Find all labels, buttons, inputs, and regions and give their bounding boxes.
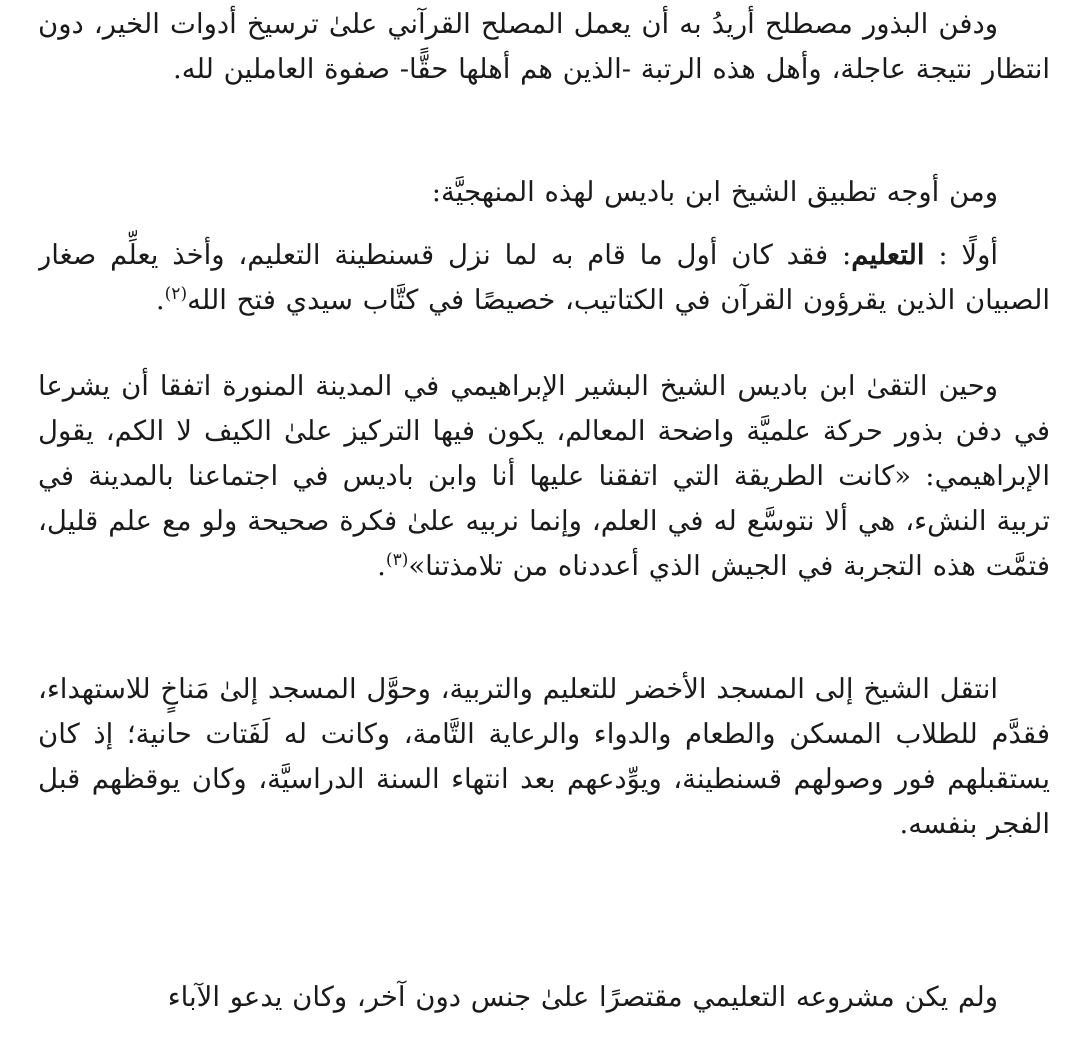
paragraph-text: ومن أوجه تطبيق الشيخ ابن باديس لهذه المنهجيَّة:	[431, 176, 998, 208]
paragraph-green-mosque	[38, 667, 1050, 847]
paragraph-end: .	[155, 284, 165, 316]
paragraph-first-teaching	[38, 233, 1050, 323]
paragraph-end: .	[377, 550, 386, 582]
paragraph-ibrahimi-meeting	[38, 364, 1050, 589]
bold-term: التعليم	[851, 239, 925, 271]
paragraph-text: انتقل الشيخ إلى المسجد الأخضر للتعليم والتربية، وحوَّل المسجد إلىٰ مَناخٍ للاستهداء، فقدَّم للطلاب المسكن والطعام والدواء والرعاية التَّامة، وكانت له لَفَتات حانية؛ إذ كان يستقبلهم فور وصولهم قسنطينة، ويوِّدعهم بعد انتهاء السنة الدراسيَّة، وكان يوقظهم قبل الفجر بنفسه.	[38, 673, 1050, 840]
document-page	[38, 0, 1050, 1057]
paragraph-education-project	[38, 975, 1050, 1020]
paragraph-methodology-intro	[38, 170, 1050, 215]
paragraph-text: : فقد كان أول ما قام به لما نزل قسنطينة التعليم، وأخذ يعلِّم صغار الصبيان الذين يقرؤون القرآن في الكتاتيب، خصيصًا في كتَّاب سيدي فتح الله	[38, 239, 1050, 316]
paragraph-text: ولم يكن مشروعه التعليمي مقتصرًا علىٰ جنس دون آخر، وكان يدعو الآباء	[167, 981, 998, 1013]
paragraph-seed-burial	[38, 2, 1050, 92]
ordinal-label: أولًا :	[938, 239, 998, 271]
paragraph-text: ودفن البذور مصطلح أريدُ به أن يعمل المصلح القرآني علىٰ ترسيخ أدوات الخير، دون انتظار نتيجة عاجلة، وأهل هذه الرتبة -الذين هم أهلها حقًّا- صفوة العاملين لله.	[38, 8, 1050, 85]
footnote-marker: (٣)	[385, 549, 409, 570]
footnote-marker: (٢)	[164, 283, 188, 304]
paragraph-text: وحين التقىٰ ابن باديس الشيخ البشير الإبراهيمي في المدينة المنورة اتفقا أن يشرعا في دفن بذور حركة علميَّة واضحة المعالم، يكون فيها التركيز علىٰ الكيف لا الكم، يقول الإبراهيمي: «كانت الطريقة التي اتفقنا عليها أنا وابن باديس في اجتماعنا بالمدينة في تربية النشء، هي ألا نتوسَّع له في العلم، وإنما نربيه علىٰ فكرة صحيحة ولو مع علم قليل، فتمَّت هذه التجربة في الجيش الذي أعددناه من تلامذتنا»	[38, 370, 1050, 582]
